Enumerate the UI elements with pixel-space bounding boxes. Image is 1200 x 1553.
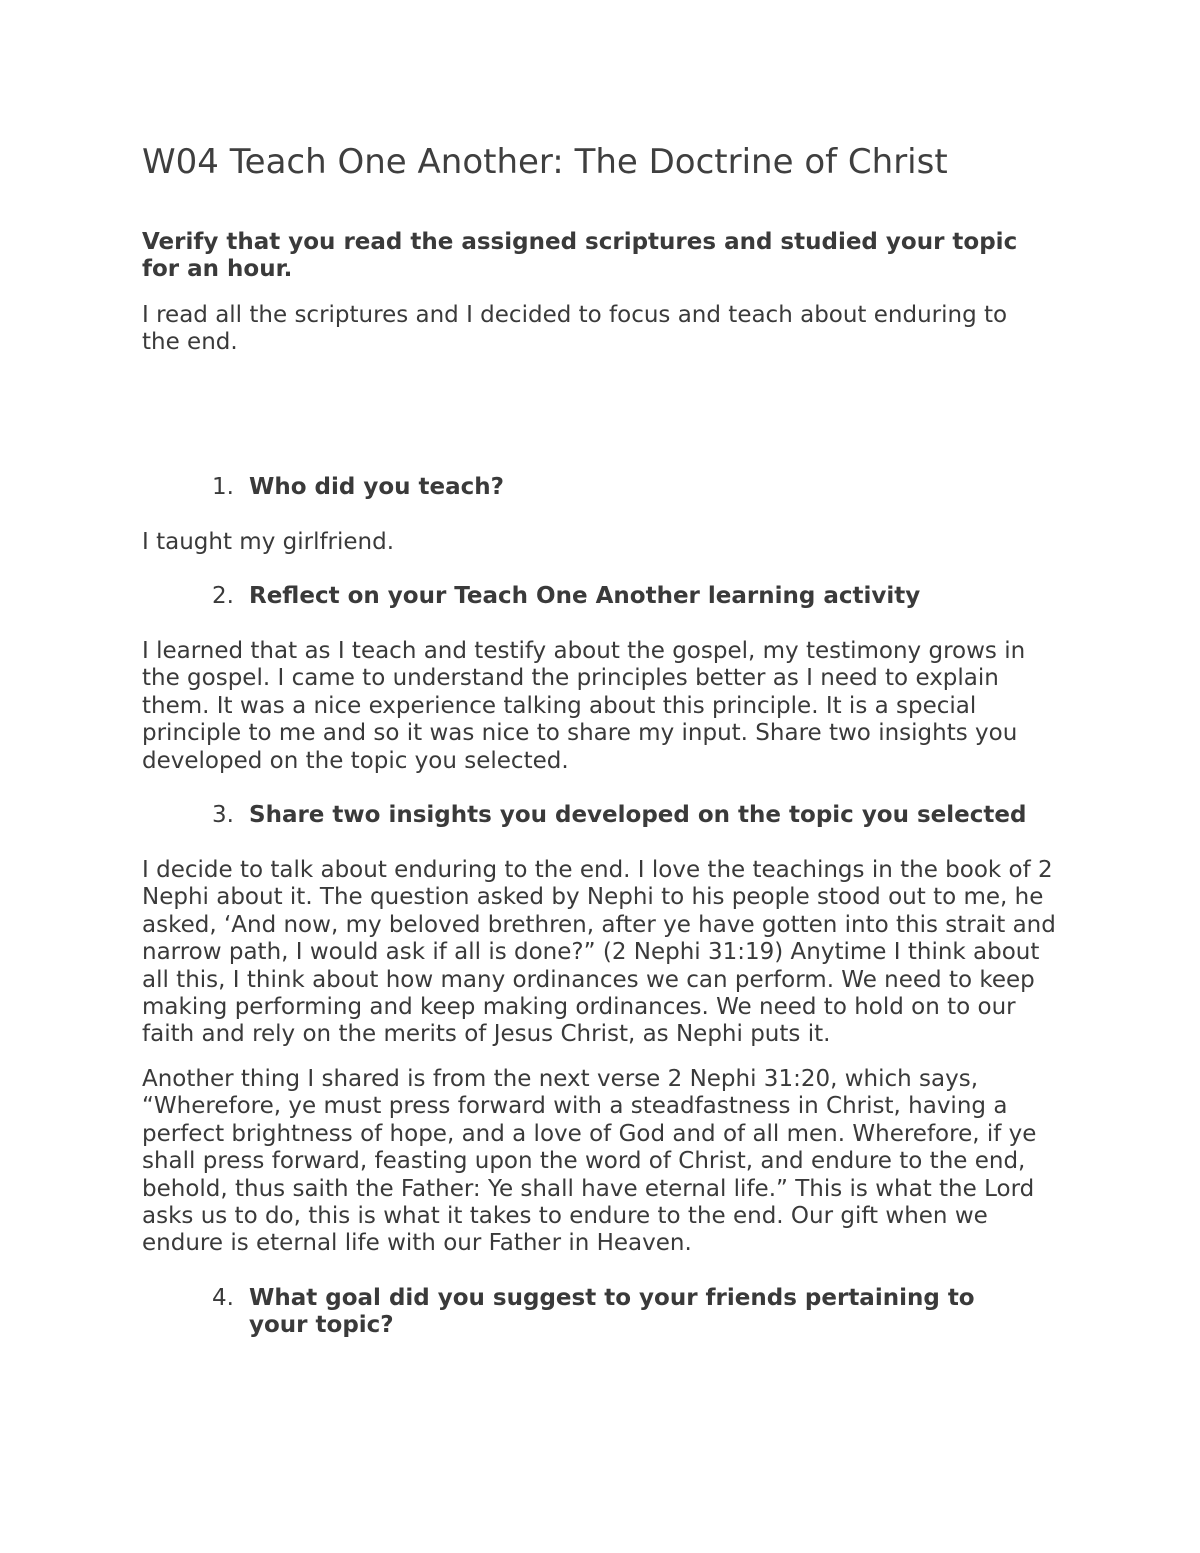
answer-2: I learned that as I teach and testify about the gospel, my testimony grows in the gospel. I came to understand the principles better as I need to explain them. It was a nice experience talking about this principle. It is a special principle to me and so it was nice to share my input. Share two insights you developed on the topic you selected. (142, 638, 1026, 774)
question-3 (212, 802, 1032, 829)
answer-1: I taught my girlfriend. (142, 529, 395, 555)
question-number: 2. (212, 583, 234, 609)
question-number: 4. (212, 1285, 234, 1311)
question-4 (212, 1285, 992, 1340)
verify-answer: I read all the scriptures and I decided to focus and teach about enduring to the end. (142, 302, 1008, 356)
question-1 (212, 474, 1032, 501)
question-text: Who did you teach? (249, 474, 505, 500)
question-2 (212, 583, 1032, 610)
question-text: What goal did you suggest to your friends pertaining to your topic? (249, 1285, 975, 1339)
answer-3a: I decide to talk about enduring to the end. I love the teachings in the book of 2 Nephi about it. The question asked by Nephi to his people stood out to me, he asked, ‘And now, my beloved brethren, after ye have gotten into this strait and narrow path, I would ask if all is done?” (2 Nephi 31:19) Anytime I think about all this, I think about how many ordinances we can perform. We need to keep making performing and keep making ordinances. We need to hold on to our faith and rely on the merits of Jesus Christ, as Nephi puts it. (142, 857, 1056, 1048)
answer-3b: Another thing I shared is from the next verse 2 Nephi 31:20, which says, “Wherefore, ye must press forward with a steadfastness in Christ, having a perfect brightness of hope, and a love of God and of all men. Wherefore, if ye shall press forward, feasting upon the word of Christ, and endure to the end, behold, thus saith the Father: Ye shall have eternal life.” This is what the Lord asks us to do, this is what it takes to endure to the end. Our gift when we endure is eternal life with our Father in Heaven. (142, 1066, 1037, 1257)
question-text: Reflect on your Teach One Another learning activity (249, 583, 921, 609)
page-title: W04 Teach One Another: The Doctrine of Christ (142, 142, 948, 182)
question-text: Share two insights you developed on the topic you selected (249, 802, 1027, 828)
question-number: 3. (212, 802, 234, 828)
verify-prompt: Verify that you read the assigned scriptures and studied your topic for an hour. (142, 229, 1018, 283)
question-number: 1. (212, 474, 234, 500)
